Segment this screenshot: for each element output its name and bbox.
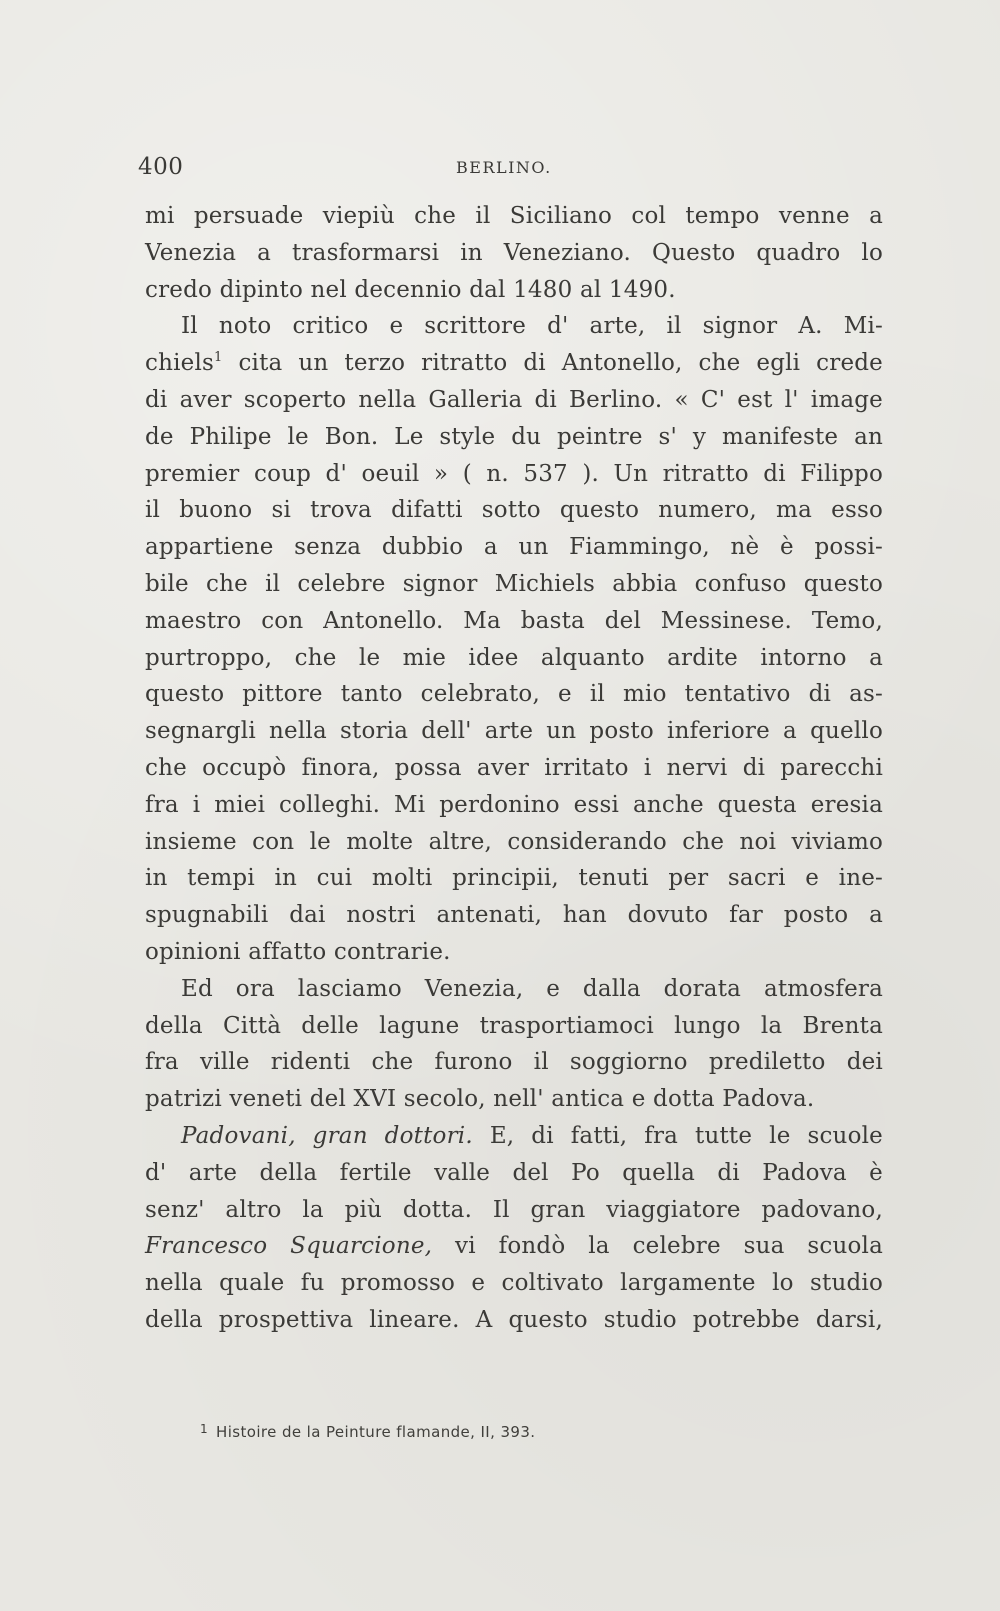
text-line: fra ville ridenti che furono il soggiorno prediletto dei xyxy=(145,1049,883,1076)
text-line: Il noto critico e scrittore d' arte, il signor A. Mi- xyxy=(181,313,883,340)
footnote-reference: 1 xyxy=(214,350,223,366)
text-line: mi persuade viepiù che il Siciliano col tempo venne a xyxy=(145,203,883,229)
text-line xyxy=(145,1228,883,1265)
text-line: premier coup d' oeuil » ( n. 537 ). Un ritratto di Filippo xyxy=(145,460,883,487)
text-line: questo pittore tanto celebrato, e il mio tentativo di as- xyxy=(145,681,883,708)
text-line: maestro con Antonello. Ma basta del Messinese. Temo, xyxy=(145,607,883,634)
text-line: Venezia a trasformarsi in Veneziano. Questo quadro lo xyxy=(145,239,883,266)
text-line: in tempi in cui molti principii, tenuti per sacri e ine- xyxy=(145,865,883,892)
text-line: appartiene senza dubbio a un Fiammingo, nè è possi- xyxy=(145,534,883,561)
text-line: nella quale fu promosso e coltivato largamente lo studio xyxy=(145,1270,883,1297)
text-line: fra i miei colleghi. Mi perdonino essi anche questa eresia xyxy=(145,791,883,818)
running-title: BERLINO. xyxy=(456,158,552,177)
text-line: purtroppo, che le mie idee alquanto ardite intorno a xyxy=(145,644,883,671)
italic-phrase: Padovani, gran dottori. xyxy=(181,1122,473,1149)
italic-name: Francesco Squarcione, xyxy=(145,1233,433,1260)
text-line: della prospettiva lineare. A questo studio potrebbe darsi, xyxy=(145,1306,883,1333)
text-line: della Città delle lagune trasportiamoci lungo la Brenta xyxy=(145,1012,883,1039)
running-head xyxy=(138,154,878,184)
text-line: Ed ora lasciamo Venezia, e dalla dorata atmosfera xyxy=(181,975,883,1002)
text-line: opinioni affatto contrarie. xyxy=(145,938,451,965)
text-line xyxy=(145,1118,883,1155)
text-line: credo dipinto nel decennio dal 1480 al 1490. xyxy=(145,276,676,303)
text-line: il buono si trova difatti sotto questo numero, ma esso xyxy=(145,497,883,524)
text-line: spugnabili dai nostri antenati, han dovuto far posto a xyxy=(145,902,883,929)
footnote xyxy=(200,1422,535,1441)
text-line: senz' altro la più dotta. Il gran viaggiatore padovano, xyxy=(145,1196,883,1223)
text-line: bile che il celebre signor Michiels abbia confuso questo xyxy=(145,570,883,597)
text-line: de Philipe le Bon. Le style du peintre s' y manifeste an xyxy=(145,423,883,450)
text-line: d' arte della fertile valle del Po quella di Padova è xyxy=(145,1159,883,1186)
text-line: insieme con le molte altre, considerando che noi viviamo xyxy=(145,828,883,855)
text-line xyxy=(145,345,883,382)
footnote-text: Histoire de la Peinture flamande, II, 393. xyxy=(216,1423,536,1441)
text-line: che occupò finora, possa aver irritato i nervi di parecchi xyxy=(145,754,883,781)
text-fragment: vi fondò la celebre sua scuola xyxy=(455,1233,884,1260)
body-text xyxy=(145,198,883,1339)
text-line: patrizi veneti del XVI secolo, nell' antica e dotta Padova. xyxy=(145,1086,815,1113)
page-number: 400 xyxy=(138,154,184,180)
text-fragment: E, di fatti, fra tutte le scuole xyxy=(489,1122,883,1149)
text-line: di aver scoperto nella Galleria di Berlino. « C' est l' image xyxy=(145,386,883,413)
text-fragment: cita un terzo ritratto di Antonello, che egli crede xyxy=(238,350,883,377)
footnote-mark: 1 xyxy=(200,1422,209,1436)
text-line: segnargli nella storia dell' arte un posto inferiore a quello xyxy=(145,718,883,745)
text-fragment: chiels xyxy=(145,350,215,377)
